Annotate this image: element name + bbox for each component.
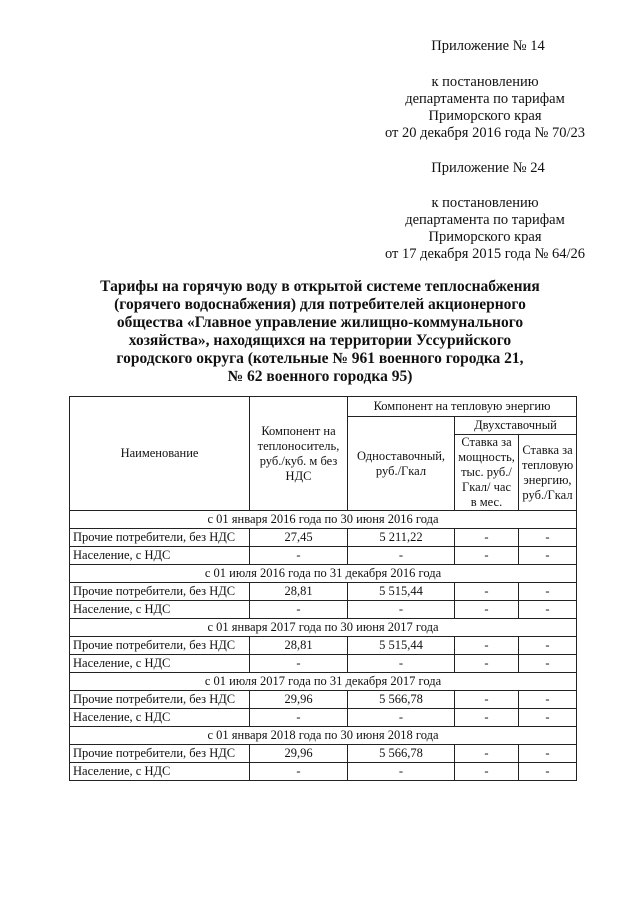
title-line: Тарифы на горячую воду в открытой системе теплоснабжения <box>100 278 540 295</box>
appendix-24-decree <box>360 195 610 263</box>
tariff-table <box>69 396 577 781</box>
cell-energy-rate: - <box>519 529 577 547</box>
appendix-14-line: к постановлению <box>431 74 539 90</box>
cell-single-rate: 5 566,78 <box>348 745 455 763</box>
cell-energy-rate: - <box>519 655 577 673</box>
cell-carrier: 29,96 <box>250 745 348 763</box>
table-row <box>70 745 577 763</box>
cell-name: Прочие потребители, без НДС <box>70 529 250 547</box>
cell-single-rate: 5 515,44 <box>348 637 455 655</box>
appendix-14-line: Приморского края <box>428 108 542 124</box>
period-label: с 01 июля 2016 года по 31 декабря 2016 года <box>70 565 577 583</box>
cell-name: Население, с НДС <box>70 547 250 565</box>
header-capacity-rate: Ставка за мощность, тыс. руб./Гкал/ час в мес. <box>455 435 519 511</box>
table-row <box>70 547 577 565</box>
cell-energy-rate: - <box>519 547 577 565</box>
cell-carrier: 28,81 <box>250 637 348 655</box>
cell-name: Прочие потребители, без НДС <box>70 745 250 763</box>
period-row <box>70 619 577 637</box>
cell-energy-rate: - <box>519 709 577 727</box>
cell-name: Население, с НДС <box>70 601 250 619</box>
period-label: с 01 июля 2017 года по 31 декабря 2017 года <box>70 673 577 691</box>
cell-capacity-rate: - <box>455 655 519 673</box>
header-single-rate: Одноставочный, руб./Гкал <box>348 417 455 511</box>
cell-energy-rate: - <box>519 691 577 709</box>
period-label: с 01 января 2016 года по 30 июня 2016 года <box>70 511 577 529</box>
cell-energy-rate: - <box>519 637 577 655</box>
cell-single-rate: - <box>348 763 455 781</box>
title-line: (горячего водоснабжения) для потребителей акционерного <box>114 296 526 313</box>
header-name: Наименование <box>70 397 250 511</box>
cell-single-rate: 5 566,78 <box>348 691 455 709</box>
cell-name: Население, с НДС <box>70 709 250 727</box>
period-label: с 01 января 2017 года по 30 июня 2017 года <box>70 619 577 637</box>
title-line: хозяйства», находящихся на территории Уссурийского <box>128 332 512 349</box>
appendix-14-number: Приложение № 14 <box>431 38 545 54</box>
title-line: общества «Главное управление жилищно-коммунального <box>116 314 524 331</box>
period-row <box>70 673 577 691</box>
table-row <box>70 655 577 673</box>
cell-single-rate: - <box>348 547 455 565</box>
period-row <box>70 511 577 529</box>
appendix-14-line: департамента по тарифам <box>405 91 565 107</box>
cell-single-rate: - <box>348 601 455 619</box>
table-row <box>70 763 577 781</box>
title-line: городского округа (котельные № 961 военного городка 21, <box>116 350 524 367</box>
table-row <box>70 691 577 709</box>
cell-name: Прочие потребители, без НДС <box>70 583 250 601</box>
cell-single-rate: - <box>348 709 455 727</box>
header-carrier-component: Компонент на теплоноситель, руб./куб. м без НДС <box>250 397 348 511</box>
document-title <box>95 278 545 386</box>
cell-capacity-rate: - <box>455 709 519 727</box>
period-row <box>70 565 577 583</box>
cell-capacity-rate: - <box>455 637 519 655</box>
appendix-24-line: Приморского края <box>428 229 542 245</box>
cell-capacity-rate: - <box>455 745 519 763</box>
cell-energy-rate: - <box>519 601 577 619</box>
appendix-24-line: департамента по тарифам <box>405 212 565 228</box>
cell-capacity-rate: - <box>455 583 519 601</box>
header-two-rate: Двухставочный <box>455 417 577 435</box>
cell-capacity-rate: - <box>455 529 519 547</box>
cell-carrier: - <box>250 655 348 673</box>
cell-single-rate: - <box>348 655 455 673</box>
appendix-14-line: от 20 декабря 2016 года № 70/23 <box>384 125 586 141</box>
header-energy-rate: Ставка за тепловую энергию, руб./Гкал <box>519 435 577 511</box>
cell-single-rate: 5 515,44 <box>348 583 455 601</box>
cell-capacity-rate: - <box>455 547 519 565</box>
cell-capacity-rate: - <box>455 691 519 709</box>
cell-name: Население, с НДС <box>70 655 250 673</box>
tariff-table-body <box>70 511 577 781</box>
cell-carrier: - <box>250 547 348 565</box>
cell-name: Прочие потребители, без НДС <box>70 691 250 709</box>
cell-carrier: - <box>250 763 348 781</box>
cell-energy-rate: - <box>519 763 577 781</box>
cell-carrier: 27,45 <box>250 529 348 547</box>
cell-capacity-rate: - <box>455 601 519 619</box>
title-line: № 62 военного городка 95) <box>227 368 413 385</box>
cell-energy-rate: - <box>519 583 577 601</box>
appendix-24-number: Приложение № 24 <box>431 160 545 176</box>
cell-single-rate: 5 211,22 <box>348 529 455 547</box>
table-row <box>70 529 577 547</box>
cell-carrier: - <box>250 709 348 727</box>
table-row <box>70 601 577 619</box>
period-label: с 01 января 2018 года по 30 июня 2018 года <box>70 727 577 745</box>
cell-name: Население, с НДС <box>70 763 250 781</box>
cell-carrier: - <box>250 601 348 619</box>
appendix-14-decree <box>360 74 610 142</box>
header-energy-component: Компонент на тепловую энергию <box>348 397 577 417</box>
cell-carrier: 29,96 <box>250 691 348 709</box>
cell-carrier: 28,81 <box>250 583 348 601</box>
period-row <box>70 727 577 745</box>
appendix-24-line: к постановлению <box>431 195 539 211</box>
table-row <box>70 583 577 601</box>
cell-name: Прочие потребители, без НДС <box>70 637 250 655</box>
cell-capacity-rate: - <box>455 763 519 781</box>
table-row <box>70 637 577 655</box>
appendix-24-line: от 17 декабря 2015 года № 64/26 <box>384 246 586 262</box>
table-row <box>70 709 577 727</box>
cell-energy-rate: - <box>519 745 577 763</box>
